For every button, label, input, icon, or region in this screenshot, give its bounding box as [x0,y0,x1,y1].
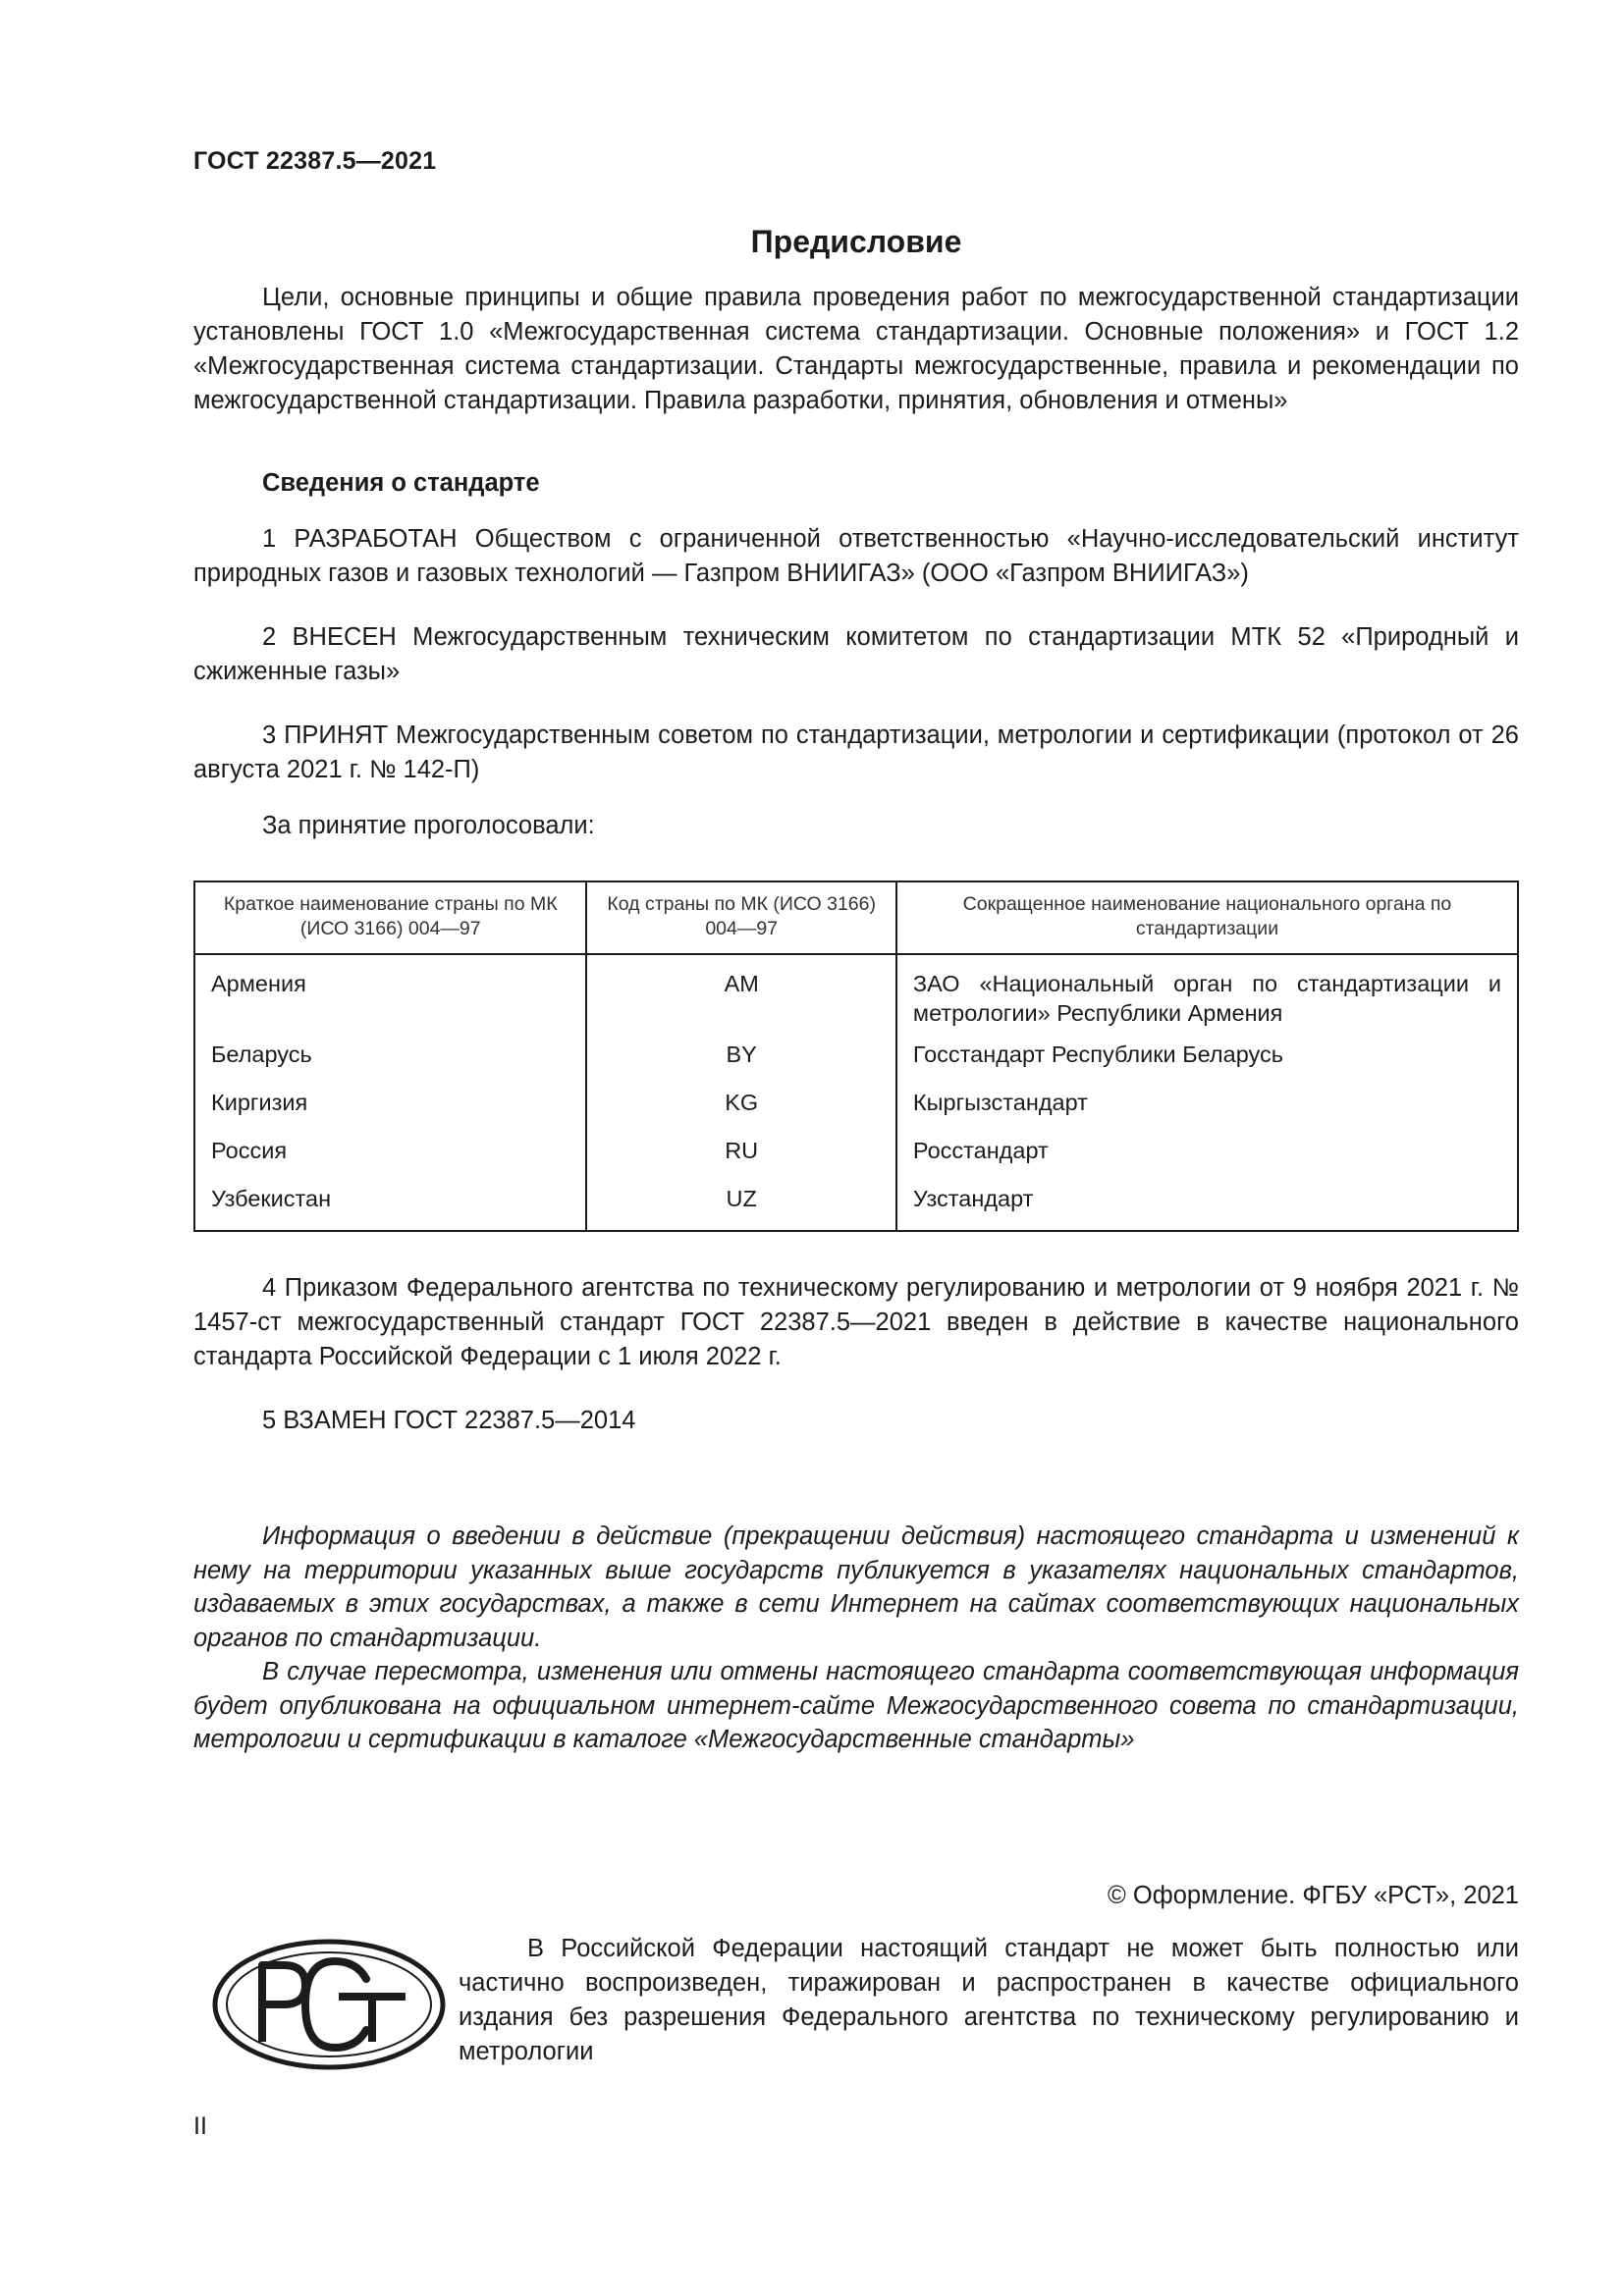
publication-info-block [193,1520,1519,1757]
cell-country: Армения [194,954,586,1034]
rst-conformity-mark-icon [211,1936,447,2073]
revision-info-note: В случае пересмотра, изменения или отмены настоящего стандарта соответствующая информация будет опубликована на официальном интернет-сайте Межгосударственного совета по стандартизации, метрологии и сертификации в каталоге «Межгосударственные стандарты» [193,1658,1519,1753]
page-title: Предисловие [750,224,962,259]
cell-code: KG [586,1082,895,1130]
cell-code: UZ [586,1178,895,1231]
table-row [194,954,1518,1034]
cell-country: Беларусь [194,1034,586,1082]
header-code: Код страны по МК (ИСО 3166) 004—97 [586,881,895,954]
cell-country: Россия [194,1130,586,1178]
item-adopted: 3 ПРИНЯТ Межгосударственным советом по стандартизации, метрологии и сертификации (протокол от 26 августа 2021 г. № 142-П) [193,721,1519,783]
cell-country: Узбекистан [194,1178,586,1231]
item-introduced: 2 ВНЕСЕН Межгосударственным техническим комитетом по стандартизации МТК 52 «Природный и сжиженные газы» [193,623,1519,685]
cell-country: Киргизия [194,1082,586,1130]
copyright-line: © Оформление. ФГБУ «РСТ», 2021 [1108,1882,1519,1909]
cell-body: Госстандарт Республики Беларусь [896,1034,1518,1082]
vote-table [193,881,1519,1232]
cell-code: RU [586,1130,895,1178]
item-enacted: 4 Приказом Федерального агентства по техническому регулированию и метрологии от 9 ноября 2021 г. № 1457-ст межгосударственный стандарт ГОСТ 22387.5—2021 введен в действие в качестве национального стандарта Российской Федерации с 1 июля 2022 г. [193,1274,1519,1370]
header-country: Краткое наименование страны по МК (ИСО 3166) 004—97 [194,881,586,954]
item-replaces: 5 ВЗАМЕН ГОСТ 22387.5—2014 [262,1407,636,1434]
cell-body: Кыргызстандарт [896,1082,1518,1130]
page-number: II [193,2112,207,2140]
document-header-id: ГОСТ 22387.5—2021 [193,147,437,175]
item-developed: 1 РАЗРАБОТАН Обществом с ограниченной ответственностью «Научно-исследовательский институт природных газов и газовых технологий — Газпром ВНИИГАЗ» (ООО «Газпром ВНИИГАЗ») [193,525,1519,587]
cell-body: Узстандарт [896,1178,1518,1231]
header-body: Сокращенное наименование национального органа по стандартизации [896,881,1518,954]
table-row [194,1082,1518,1130]
info-heading: Сведения о стандарте [262,469,540,497]
publication-info-note: Информация о введении в действие (прекращении действия) настоящего стандарта и изменений к нему на территории указанных выше государств публикуется в указателях национальных стандартов, издаваемых в этих государствах, а также в сети Интернет на сайтах соответствующих национальных органов по стандартизации. [193,1522,1519,1652]
table-row [194,1130,1518,1178]
cell-code: BY [586,1034,895,1082]
reproduction-notice: В Российской Федерации настоящий стандарт не может быть полностью или частично воспроизведен, тиражирован и распространен в качестве официального издания без разрешения Федерального агентства по техническому регулированию и метрологии [459,1935,1519,2065]
cell-body: Росстандарт [896,1130,1518,1178]
vote-table-header-row [194,881,1518,954]
table-row [194,1034,1518,1082]
cell-body: ЗАО «Национальный орган по стандартизации и метрологии» Республики Армения [896,954,1518,1034]
table-row [194,1178,1518,1231]
intro-paragraph: Цели, основные принципы и общие правила проведения работ по межгосударственной стандартизации установлены ГОСТ 1.0 «Межгосударственная система стандартизации. Основные положения» и ГОСТ 1.2 «Межгосударственная система стандартизации. Стандарты межгосударственные, правила и рекомендации по межгосударственной стандартизации. Правила разработки, принятия, обновления и отмены» [193,284,1519,414]
cell-code: AM [586,954,895,1034]
votes-label: За принятие проголосовали: [262,812,595,839]
